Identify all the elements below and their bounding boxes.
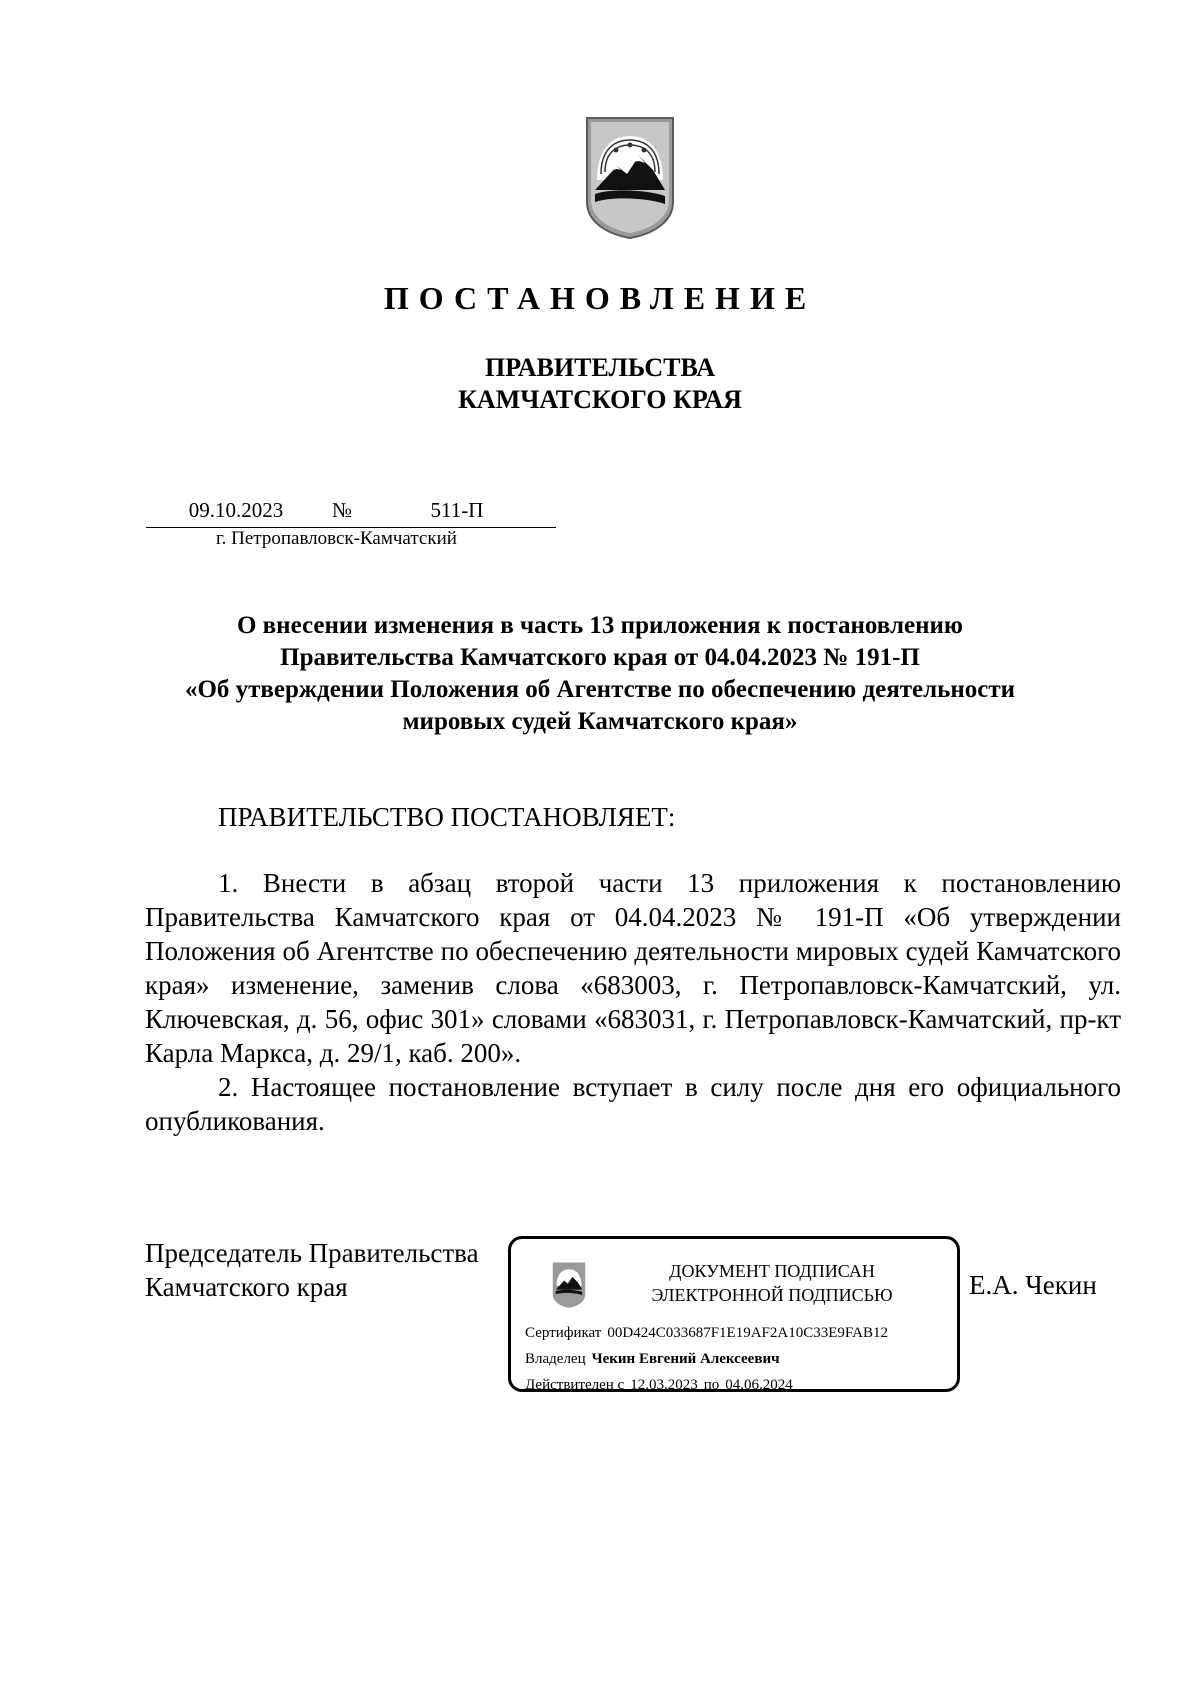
subject-line-3: «Об утверждении Положения об Агентстве по обеспечению деятельности bbox=[184, 676, 1016, 703]
document-city: г. Петропавловск-Камчатский bbox=[216, 528, 457, 549]
document-subject bbox=[130, 610, 1070, 738]
paragraph-2-text: 2. Настоящее постановление вступает в силу после дня его официального опубликования. bbox=[145, 1072, 1121, 1136]
validity-row bbox=[525, 1377, 793, 1394]
subject-line-1: О внесении изменения в часть 13 приложения к постановлению bbox=[236, 612, 964, 639]
registration-line bbox=[146, 498, 556, 528]
owner-row bbox=[525, 1351, 780, 1368]
valid-from: 12.03.2023 bbox=[630, 1377, 698, 1393]
valid-to: 04.06.2024 bbox=[725, 1377, 793, 1393]
paragraph-1 bbox=[145, 866, 1121, 1070]
certificate-value: 00D424C033687F1E19AF2A10C33E9FAB12 bbox=[607, 1325, 888, 1341]
issuer bbox=[0, 352, 1200, 416]
stamp-title-line-2: ЭЛЕКТРОННОЙ ПОДПИСЬЮ bbox=[651, 1285, 893, 1305]
certificate-label: Сертификат bbox=[525, 1325, 602, 1341]
owner-value: Чекин Евгений Алексеевич bbox=[591, 1351, 780, 1367]
validity-label: Действителен с bbox=[525, 1377, 625, 1393]
valid-to-label: по bbox=[703, 1377, 720, 1393]
electronic-signature-stamp bbox=[508, 1236, 960, 1392]
certificate-row bbox=[525, 1325, 888, 1342]
subject-line-2: Правительства Камчатского края от 04.04.2023 № 191-П bbox=[280, 644, 920, 671]
subject-line-4: мировых судей Камчатского края» bbox=[402, 708, 798, 735]
kamchatka-coat-of-arms-icon bbox=[577, 110, 683, 240]
signer-title-line-1: Председатель Правительства bbox=[145, 1238, 479, 1268]
number-sign: № bbox=[332, 498, 353, 522]
owner-label: Владелец bbox=[525, 1351, 586, 1367]
document-type: ПОСТАНОВЛЕНИЕ bbox=[383, 280, 817, 316]
paragraph-2 bbox=[145, 1070, 1121, 1138]
document-date: 09.10.2023 bbox=[188, 498, 284, 522]
document-number: 511-П bbox=[430, 498, 484, 522]
preamble: ПРАВИТЕЛЬСТВО ПОСТАНОВЛЯЕТ: bbox=[218, 802, 676, 832]
issuer-line-2: КАМЧАТСКОГО КРАЯ bbox=[458, 385, 742, 414]
kamchatka-coat-of-arms-icon bbox=[549, 1259, 589, 1309]
signer-title-line-2: Камчатского края bbox=[145, 1272, 348, 1302]
paragraph-1-text: 1. Внести в абзац второй части 13 приложения к постановлению Правительства Камчатского края от 04.04.2023 № 191-П «Об утверждении Положения об Агентстве по обеспечению деятельности мировых судей Камчатского края» изменение, заменив слова «683003, г. Петропавловск-Камчатский, ул. Ключевская, д. 56, офис 301» словами «683031, г. Петропавловск-Камчатский, пр-кт Карла Маркса, д. 29/1, каб. 200». bbox=[145, 868, 1121, 1068]
stamp-title-line-1: ДОКУМЕНТ ПОДПИСАН bbox=[669, 1261, 875, 1281]
signer-name: Е.А. Чекин bbox=[969, 1270, 1097, 1300]
signer-title bbox=[145, 1236, 479, 1304]
issuer-line-1: ПРАВИТЕЛЬСТВА bbox=[485, 353, 715, 382]
